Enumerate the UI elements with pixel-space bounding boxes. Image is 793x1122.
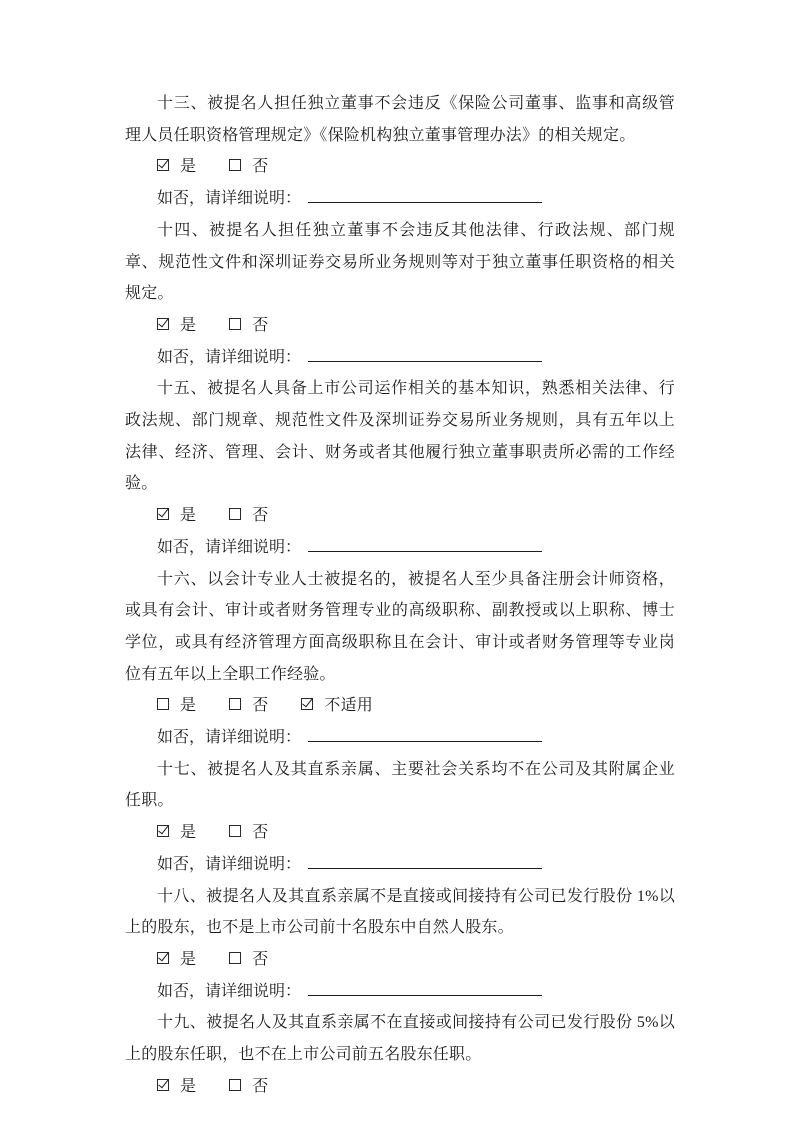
checkbox-option-label: 否 [252, 158, 269, 176]
checkbox-option-label: 是 [180, 158, 197, 176]
checkbox-unchecked-icon[interactable] [229, 508, 241, 520]
checkbox-checked-icon[interactable] [301, 698, 313, 710]
detail-blank-line[interactable] [308, 344, 542, 362]
declaration-item [125, 1007, 675, 1102]
detail-row [125, 722, 675, 754]
detail-prompt: 如否，请详细说明： [157, 729, 302, 747]
checkbox-option-label: 否 [252, 316, 269, 334]
detail-blank-line[interactable] [308, 851, 542, 869]
declaration-item [125, 215, 675, 374]
checkbox-option[interactable] [157, 817, 196, 849]
detail-row [125, 849, 675, 881]
detail-prompt: 如否，请详细说明： [157, 982, 302, 1000]
checkbox-unchecked-icon[interactable] [229, 825, 241, 837]
declaration-item [125, 373, 675, 563]
item-paragraph-text: 十四、被提名人担任独立董事不会违反其他法律、行政法规、部门规章、规范性文件和深圳证券交易所业务规则等对于独立董事任职资格的相关规定。 [125, 221, 675, 303]
options-row [125, 944, 675, 976]
checkbox-option[interactable] [157, 690, 196, 722]
declaration-items-list [125, 88, 675, 1103]
detail-blank-line[interactable] [308, 724, 542, 742]
checkbox-option[interactable] [157, 944, 196, 976]
checkbox-option-label: 否 [252, 950, 269, 968]
item-paragraph-text: 十五、被提名人具备上市公司运作相关的基本知识，熟悉相关法律、行政法规、部门规章、规范性文件及深圳证券交易所业务规则，具有五年以上法律、经济、管理、会计、财务或者其他履行独立董事职责所必需的工作经验。 [125, 380, 675, 493]
checkbox-checked-icon[interactable] [157, 508, 169, 520]
options-row [125, 151, 675, 183]
detail-prompt: 如否，请详细说明： [157, 538, 302, 556]
options-row [125, 310, 675, 342]
detail-row [125, 976, 675, 1008]
declaration-item [125, 881, 675, 1008]
detail-prompt: 如否，请详细说明： [157, 855, 302, 873]
checkbox-unchecked-icon[interactable] [229, 1079, 241, 1091]
detail-blank-line[interactable] [308, 978, 542, 996]
checkbox-option-label: 否 [252, 824, 269, 842]
checkbox-checked-icon[interactable] [157, 1079, 169, 1091]
detail-row [125, 532, 675, 564]
checkbox-option[interactable] [301, 690, 373, 722]
checkbox-option[interactable] [157, 500, 196, 532]
checkbox-checked-icon[interactable] [157, 952, 169, 964]
checkbox-option[interactable] [229, 817, 268, 849]
item-paragraph-text: 十七、被提名人及其直系亲属、主要社会关系均不在公司及其附属企业任职。 [125, 760, 675, 810]
item-paragraph-text: 十八、被提名人及其直系亲属不是直接或间接持有公司已发行股份 1%以上的股东，也不是上市公司前十名股东中自然人股东。 [125, 887, 675, 937]
item-paragraph-text: 十三、被提名人担任独立董事不会违反《保险公司董事、监事和高级管理人员任职资格管理规定》《保险机构独立董事管理办法》的相关规定。 [125, 95, 675, 144]
checkbox-checked-icon[interactable] [157, 159, 169, 171]
options-row [125, 690, 675, 722]
checkbox-checked-icon[interactable] [157, 318, 169, 330]
checkbox-option-label: 是 [180, 824, 197, 842]
checkbox-option-label: 不适用 [324, 697, 374, 715]
checkbox-option-label: 否 [252, 1077, 269, 1095]
detail-blank-line[interactable] [308, 185, 542, 203]
checkbox-unchecked-icon[interactable] [229, 952, 241, 964]
checkbox-option[interactable] [157, 1071, 196, 1103]
item-paragraph-text: 十九、被提名人及其直系亲属不在直接或间接持有公司已发行股份 5%以上的股东任职，也不在上市公司前五名股东任职。 [125, 1014, 675, 1064]
checkbox-option[interactable] [157, 151, 196, 183]
options-row [125, 500, 675, 532]
checkbox-option-label: 是 [180, 697, 197, 715]
declaration-item [125, 564, 675, 754]
checkbox-option[interactable] [229, 690, 268, 722]
checkbox-unchecked-icon[interactable] [229, 318, 241, 330]
detail-prompt: 如否，请详细说明： [157, 348, 302, 366]
checkbox-option-label: 否 [252, 507, 269, 525]
checkbox-option[interactable] [229, 310, 268, 342]
checkbox-unchecked-icon[interactable] [229, 698, 241, 710]
checkbox-checked-icon[interactable] [157, 825, 169, 837]
detail-prompt: 如否，请详细说明： [157, 190, 302, 208]
checkbox-option-label: 否 [252, 697, 269, 715]
checkbox-option-label: 是 [180, 316, 197, 334]
detail-row [125, 342, 675, 374]
checkbox-option[interactable] [229, 1071, 268, 1103]
checkbox-unchecked-icon[interactable] [229, 159, 241, 171]
checkbox-option[interactable] [229, 944, 268, 976]
checkbox-option-label: 是 [180, 950, 197, 968]
checkbox-option[interactable] [229, 151, 268, 183]
declaration-item [125, 754, 675, 881]
declaration-item [125, 88, 675, 215]
checkbox-option[interactable] [157, 310, 196, 342]
checkbox-option-label: 是 [180, 1077, 197, 1095]
detail-row [125, 183, 675, 215]
options-row [125, 1071, 675, 1103]
checkbox-option-label: 是 [180, 507, 197, 525]
options-row [125, 817, 675, 849]
checkbox-option[interactable] [229, 500, 268, 532]
detail-blank-line[interactable] [308, 534, 542, 552]
checkbox-unchecked-icon[interactable] [157, 698, 169, 710]
item-paragraph-text: 十六、以会计专业人士被提名的，被提名人至少具备注册会计师资格，或具有会计、审计或者财务管理专业的高级职称、副教授或以上职称、博士学位，或具有经济管理方面高级职称且在会计、审计或者财务管理等专业岗位有五年以上全职工作经验。 [125, 570, 675, 683]
